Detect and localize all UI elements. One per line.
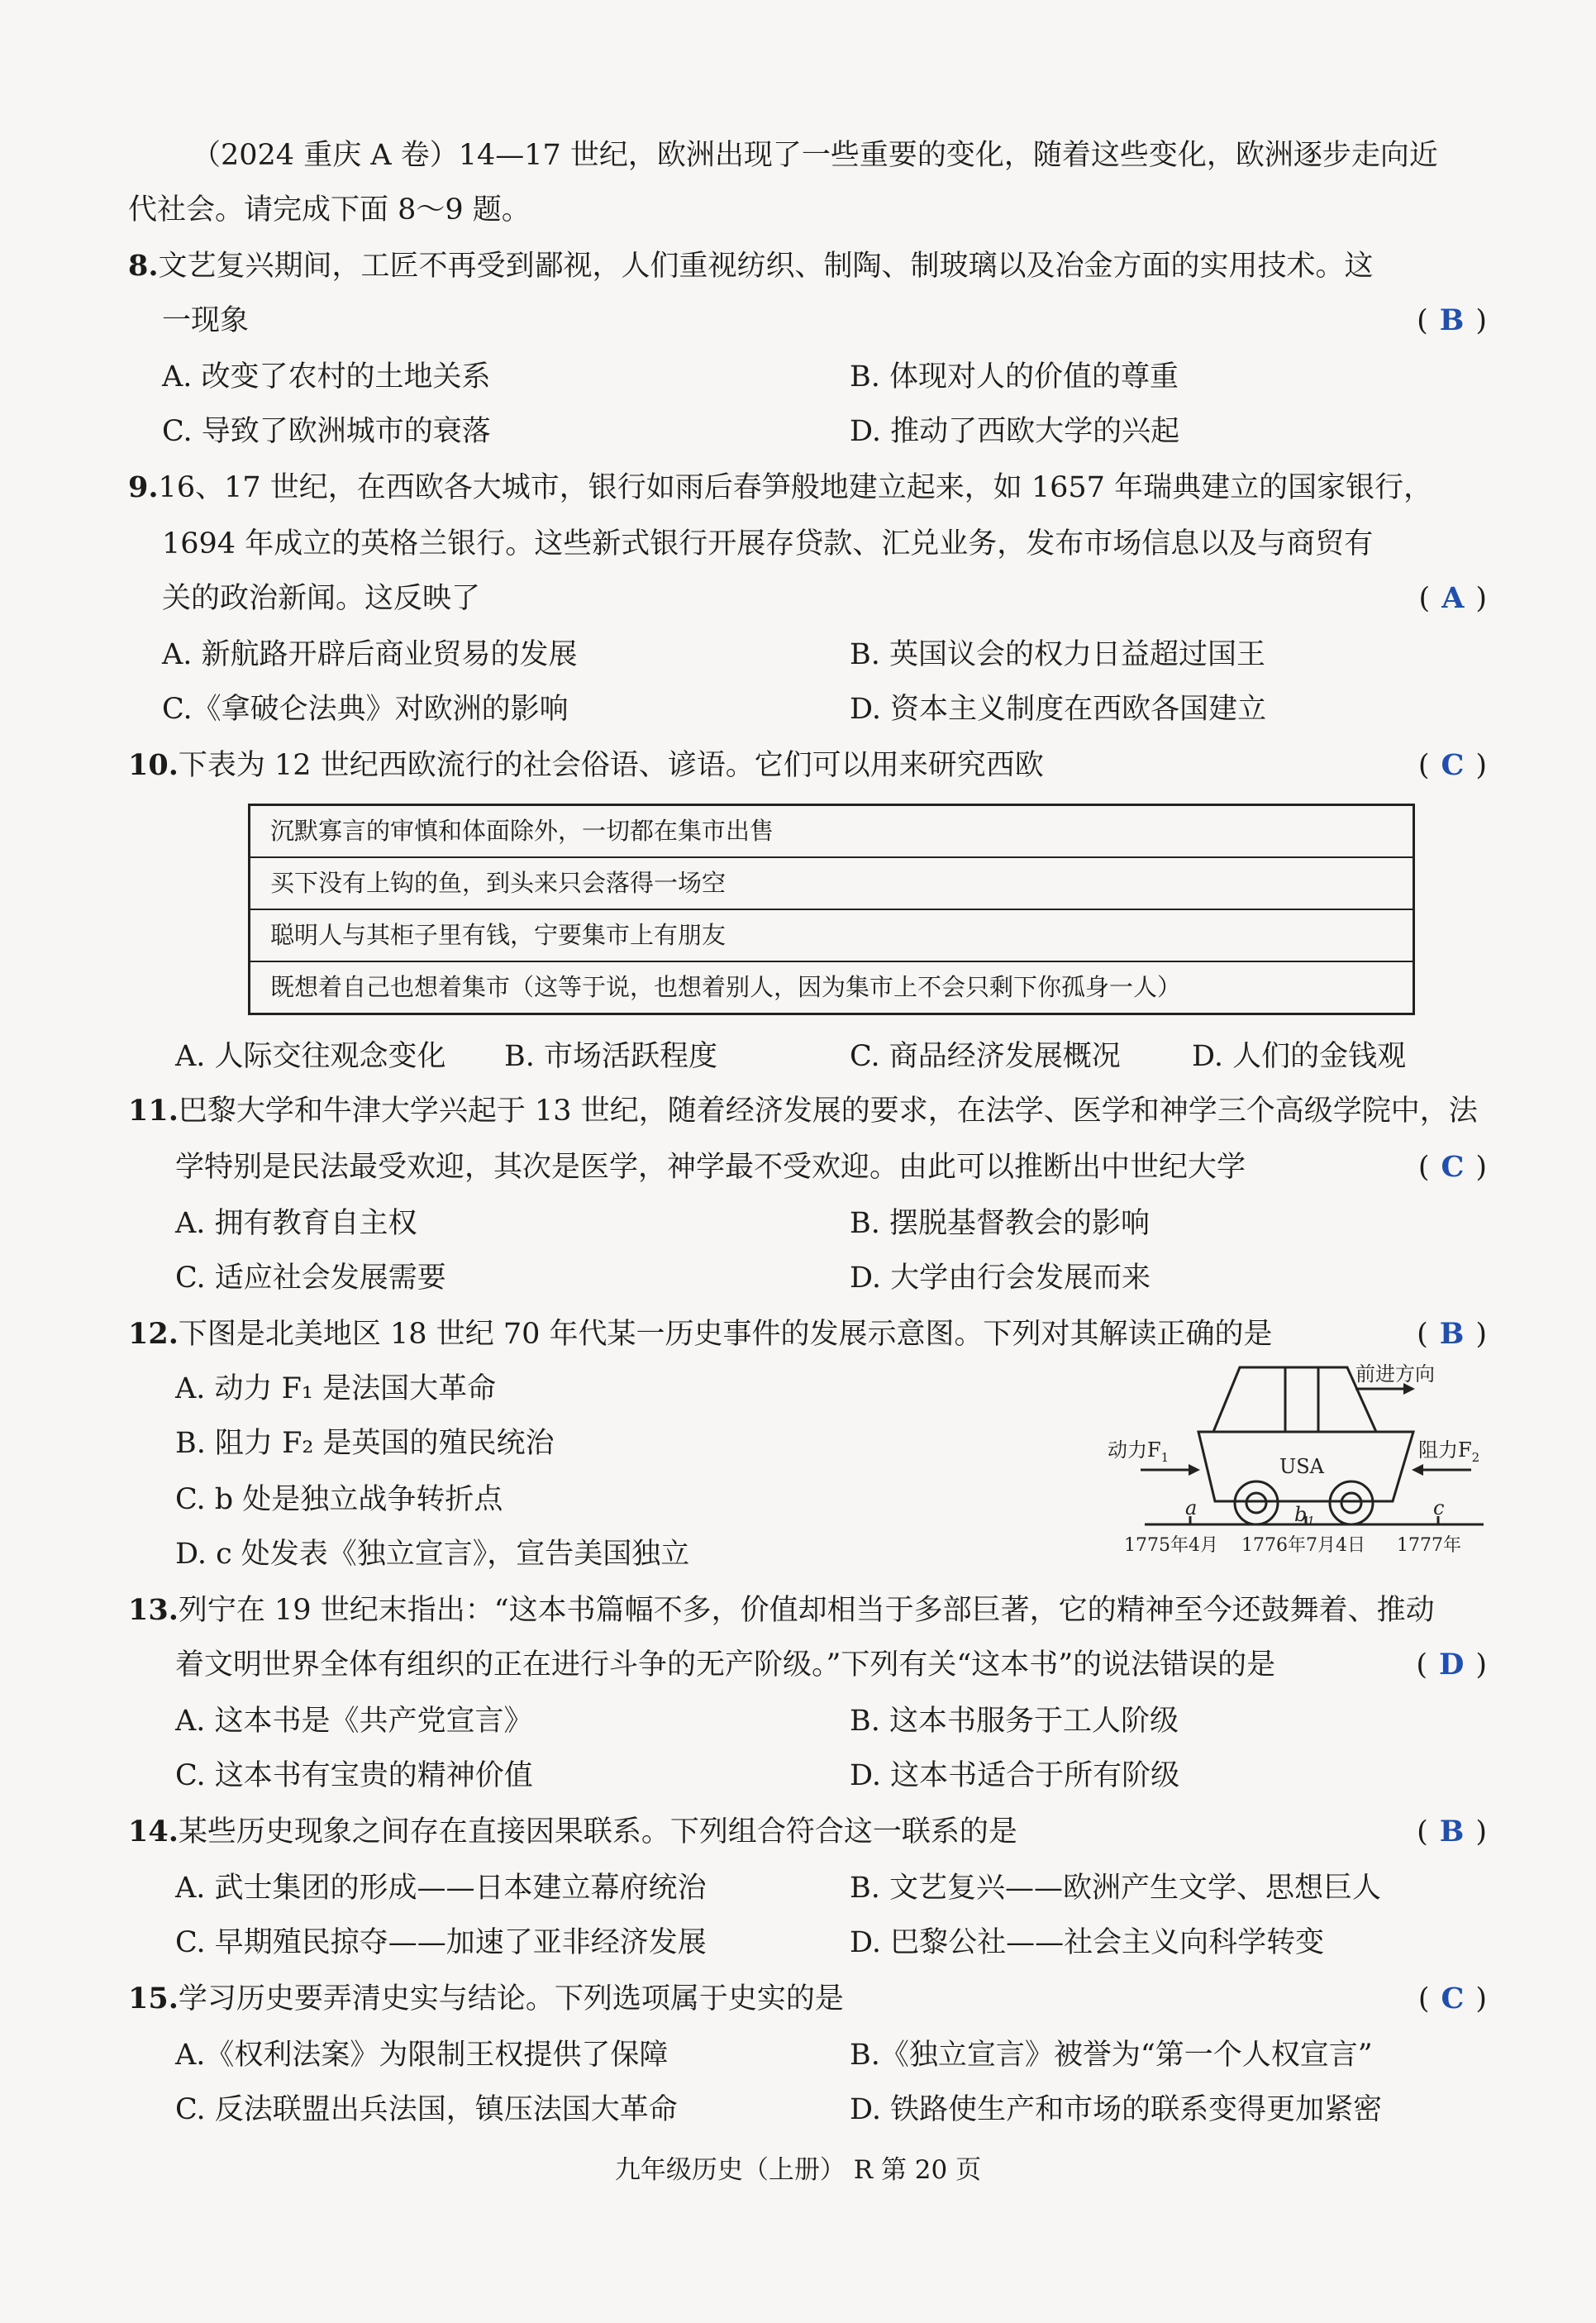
car-diagram bbox=[1108, 1356, 1504, 1562]
question-8 bbox=[128, 248, 1374, 284]
point-c-label: c bbox=[1433, 1496, 1445, 1519]
answer-bracket: ( C ) bbox=[1417, 748, 1487, 782]
option-d: D. 铁路使生产和市场的联系变得更加紧密 bbox=[850, 2093, 1383, 2126]
point-a-label: a bbox=[1185, 1496, 1198, 1519]
option-d: D. 大学由行会发展而来 bbox=[850, 1262, 1151, 1295]
question-text: 学习历史要弄清史实与结论。下列选项属于史实的是 bbox=[178, 1982, 844, 2015]
question-text: 文艺复兴期间，工匠不再受到鄙视，人们重视纺织、制陶、制玻璃以及冶金方面的实用技术。这 bbox=[158, 250, 1374, 283]
table-row: 既想着自己也想着集市（这等于说，也想着别人，因为集市上不会只剩下你孤身一人） bbox=[270, 973, 1182, 1001]
question-9 bbox=[128, 470, 1432, 506]
option-a: A. 这本书是《共产党宣言》 bbox=[175, 1705, 533, 1738]
answer-letter: B bbox=[1439, 1317, 1465, 1351]
wheel-right bbox=[1330, 1481, 1373, 1524]
option-c: C. 反法联盟出兵法国，镇压法国大革命 bbox=[175, 2093, 678, 2126]
question-text: 一现象 bbox=[162, 304, 250, 337]
question-text: 某些历史现象之间存在直接因果联系。下列组合符合这一联系的是 bbox=[178, 1815, 1017, 1848]
option-b: B. 英国议会的权力日益超过国王 bbox=[850, 638, 1265, 671]
option-d: D. 人们的金钱观 bbox=[1192, 1040, 1407, 1073]
question-13 bbox=[128, 1592, 1435, 1629]
question-text: 关的政治新闻。这反映了 bbox=[162, 582, 481, 615]
intro-line-1: （2024 重庆 A 卷）14—17 世纪，欧洲出现了一些重要的变化，随着这些变化，欧洲逐步走向近 bbox=[192, 139, 1438, 172]
question-number: 8. bbox=[128, 249, 159, 283]
option-a: A.《权利法案》为限制王权提供了保障 bbox=[175, 2039, 669, 2072]
question-15 bbox=[128, 1981, 844, 2017]
car-label: USA bbox=[1279, 1455, 1324, 1478]
answer-letter: A bbox=[1441, 581, 1465, 615]
forward-label: 前进方向 bbox=[1355, 1362, 1435, 1386]
option-c: C. 这本书有宝贵的精神价值 bbox=[175, 1759, 533, 1792]
question-text: 1694 年成立的英格兰银行。这些新式银行开展存贷款、汇兑业务，发布市场信息以及与商贸有 bbox=[162, 527, 1374, 560]
option-c: C. 导致了欧洲城市的衰落 bbox=[162, 415, 491, 448]
date-1: 1775年4月 bbox=[1124, 1535, 1218, 1556]
option-b: B.《独立宣言》被誉为“第一个人权宣言” bbox=[850, 2039, 1373, 2072]
question-text: 着文明世界全体有组织的正在进行斗争的无产阶级。”下列有关“这本书”的说法错误的是 bbox=[175, 1648, 1276, 1681]
question-text: 列宁在 19 世纪末指出：“这本书篇幅不多，价值却相当于多部巨著，它的精神至今还鼓舞着、推动 bbox=[178, 1594, 1435, 1627]
answer-bracket: ( C ) bbox=[1417, 1982, 1487, 2015]
point-b-label: $b_1$ bbox=[1294, 1503, 1315, 1529]
option-d: D. 这本书适合于所有阶级 bbox=[850, 1759, 1180, 1792]
answer-letter: B bbox=[1439, 303, 1465, 337]
question-number: 15. bbox=[128, 1982, 179, 2015]
table-row: 买下没有上钩的鱼，到头来只会落得一场空 bbox=[250, 858, 1413, 910]
force1-arrowhead bbox=[1189, 1464, 1200, 1476]
option-d: D. 推动了西欧大学的兴起 bbox=[850, 415, 1180, 448]
option-d: D. 巴黎公社——社会主义向科学转变 bbox=[850, 1926, 1325, 1959]
answer-bracket: ( A ) bbox=[1418, 581, 1487, 615]
question-number: 10. bbox=[128, 748, 179, 782]
answer-letter: C bbox=[1441, 748, 1465, 782]
option-c: C. b 处是独立战争转折点 bbox=[175, 1483, 503, 1516]
question-text: 下图是北美地区 18 世纪 70 年代某一历史事件的发展示意图。下列对其解读正确的是 bbox=[178, 1318, 1273, 1351]
option-d: D. 资本主义制度在西欧各国建立 bbox=[850, 693, 1267, 726]
question-12 bbox=[128, 1316, 1272, 1352]
force2-label: 阻力$F_2$ bbox=[1418, 1438, 1480, 1465]
answer-bracket: ( D ) bbox=[1416, 1648, 1487, 1681]
page-footer: 九年级历史（上册） R 第 20 页 bbox=[614, 2155, 982, 2185]
answer-bracket: ( B ) bbox=[1417, 303, 1487, 337]
option-c: C. 商品经济发展概况 bbox=[850, 1040, 1121, 1073]
date-3: 1777年 bbox=[1397, 1535, 1461, 1556]
answer-letter: B bbox=[1439, 1815, 1465, 1848]
question-number: 11. bbox=[128, 1094, 179, 1128]
option-b: B. 体现对人的价值的尊重 bbox=[850, 360, 1179, 394]
option-c: C. 适应社会发展需要 bbox=[175, 1262, 446, 1295]
option-c: C.《拿破仑法典》对欧洲的影响 bbox=[162, 693, 569, 726]
answer-bracket: ( B ) bbox=[1417, 1317, 1487, 1351]
question-number: 14. bbox=[128, 1815, 179, 1848]
option-c: C. 早期殖民掠夺——加速了亚非经济发展 bbox=[175, 1926, 707, 1959]
answer-letter: C bbox=[1441, 1150, 1465, 1184]
table-row: 聪明人与其柜子里有钱，宁要集市上有朋友 bbox=[250, 910, 1413, 962]
force1-label: 动力$F_1$ bbox=[1108, 1438, 1170, 1465]
force2-arrowhead bbox=[1412, 1464, 1423, 1476]
option-a: A. 人际交往观念变化 bbox=[175, 1040, 446, 1073]
car-roof bbox=[1213, 1367, 1376, 1432]
question-number: 13. bbox=[128, 1593, 179, 1627]
option-a: A. 改变了农村的土地关系 bbox=[162, 360, 491, 394]
wheel-left bbox=[1235, 1481, 1278, 1524]
option-b: B. 摆脱基督教会的影响 bbox=[850, 1207, 1150, 1240]
question-text: 下表为 12 世纪西欧流行的社会俗语、谚语。它们可以用来研究西欧 bbox=[178, 749, 1044, 782]
question-number: 12. bbox=[128, 1317, 179, 1351]
question-number: 9. bbox=[128, 470, 159, 504]
option-d: D. c 处发表《独立宣言》，宣告美国独立 bbox=[175, 1538, 690, 1571]
question-14 bbox=[128, 1814, 1017, 1850]
question-11 bbox=[128, 1093, 1478, 1129]
proverb-table bbox=[248, 804, 1415, 1015]
option-b: B. 文艺复兴——欧洲产生文学、思想巨人 bbox=[850, 1872, 1381, 1905]
question-text: 16、17 世纪，在西欧各大城市，银行如雨后春笋般地建立起来，如 1657 年瑞典建立的国家银行， bbox=[158, 471, 1433, 504]
answer-letter: D bbox=[1438, 1648, 1465, 1681]
question-text: 学特别是民法最受欢迎，其次是医学，神学最不受欢迎。由此可以推断出中世纪大学 bbox=[175, 1151, 1246, 1184]
option-a: A. 新航路开辟后商业贸易的发展 bbox=[162, 638, 578, 671]
option-b: B. 阻力 F₂ 是英国的殖民统治 bbox=[175, 1427, 555, 1460]
option-a: A. 拥有教育自主权 bbox=[175, 1207, 417, 1240]
option-b: B. 市场活跃程度 bbox=[504, 1040, 717, 1073]
answer-bracket: ( C ) bbox=[1417, 1150, 1487, 1184]
question-text: 巴黎大学和牛津大学兴起于 13 世纪，随着经济发展的要求，在法学、医学和神学三个高级学院中，法 bbox=[178, 1095, 1478, 1128]
answer-bracket: ( B ) bbox=[1417, 1815, 1487, 1848]
intro-line-2: 代社会。请完成下面 8～9 题。 bbox=[128, 193, 531, 227]
answer-letter: C bbox=[1441, 1982, 1465, 2015]
question-10 bbox=[128, 747, 1044, 784]
table-row: 沉默寡言的审慎和体面除外，一切都在集市出售 bbox=[250, 806, 1413, 858]
option-a: A. 武士集团的形成——日本建立幕府统治 bbox=[175, 1872, 707, 1905]
wheel-hub bbox=[1246, 1493, 1266, 1513]
option-b: B. 这本书服务于工人阶级 bbox=[850, 1705, 1179, 1738]
option-a: A. 动力 F₁ 是法国大革命 bbox=[175, 1372, 497, 1405]
wheel-hub bbox=[1341, 1493, 1361, 1513]
date-2: 1776年7月4日 bbox=[1241, 1535, 1365, 1556]
